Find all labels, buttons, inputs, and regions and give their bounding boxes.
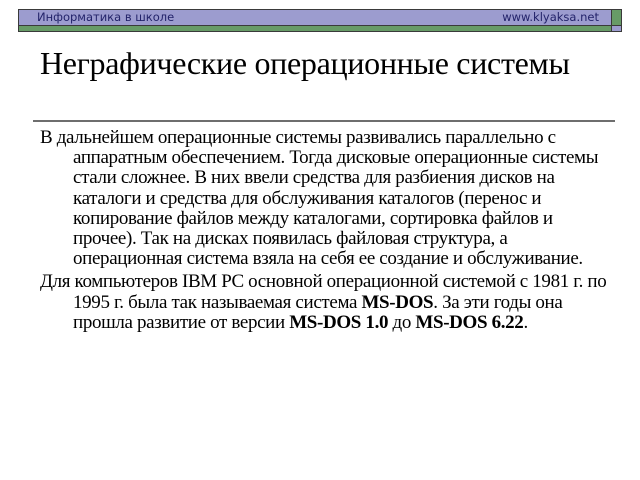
- paragraph-text: Для компьютеров IBM PC основной операционной системой с 1981 г. по 1995 г. была так называемая система: [40, 271, 607, 313]
- title-divider: [33, 120, 615, 122]
- header-corner-purple-block: [612, 26, 621, 31]
- header-purple-band: [19, 10, 612, 26]
- body-paragraph-1: [40, 128, 620, 269]
- header-site-url: www.klyaksa.net: [502, 10, 599, 24]
- slide-body: [40, 128, 620, 336]
- slide-header-bar: [18, 9, 622, 32]
- paragraph-text: до: [388, 311, 416, 333]
- bold-term-ms-dos-6-22: MS-DOS 6.22: [415, 311, 524, 333]
- header-corner-green-block: [612, 10, 621, 26]
- bold-term-ms-dos-1-0: MS-DOS 1.0: [289, 311, 389, 333]
- body-paragraph-2: [40, 272, 620, 333]
- slide-title: Неграфические операционные системы: [40, 45, 570, 81]
- header-green-band: [19, 26, 612, 31]
- paragraph-text: В дальнейшем операционные системы развивались параллельно с аппаратным обеспечением. Тогда дисковые операционные системы стали сложнее. В них ввели средства для разбиения дисков на каталоги и средства для обслуживания каталогов (перенос и копирование файлов между каталогами, сортировка файлов и прочее). Так на дисках появилась файловая структура, а операционная система взяла на себя ее создание и обслуживание.: [40, 127, 599, 270]
- paragraph-text: .: [523, 311, 528, 333]
- bold-term-ms-dos: MS-DOS: [361, 291, 434, 313]
- header-site-title: Информатика в школе: [37, 10, 175, 24]
- paragraph-text: . За эти годы она прошла развитие от версии: [73, 291, 563, 333]
